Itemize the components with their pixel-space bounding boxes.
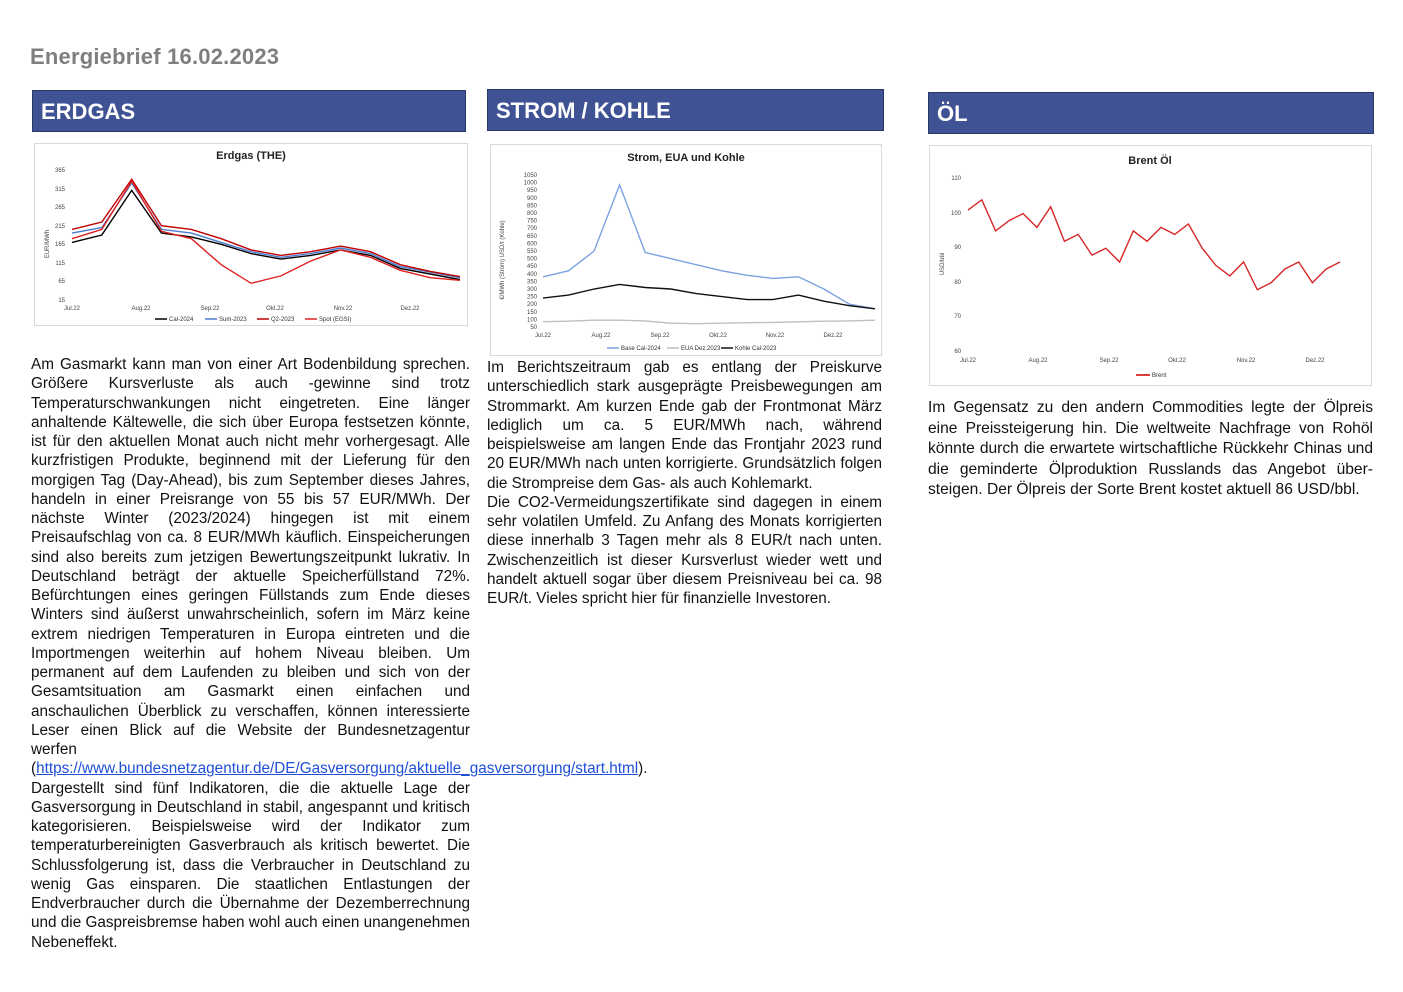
y-tick: 150 [526, 309, 537, 316]
oel-lines [968, 200, 1340, 290]
legend-label: Kohle Cal-2023 [735, 346, 777, 352]
strom-yticks [524, 173, 538, 331]
y-tick: 650 [526, 233, 537, 240]
erdgas-text [31, 355, 648, 952]
strom-paragraph-2: Die CO2-Vermeidungszertifikate sind dagegen in einem sehr volatilen Umfeld. Zu Anfang des Monats korrigierten diese innerhalb 3 Tagen mehr als 8 EUR/t nach unten. Zwischenzeitlich ist dieser Kursverlust wieder wett und handelt aktuell sogar über diesem Preisniveau bei ca. 98 EUR/t. Vieles spricht hier für finanzielle Investoren. [487, 493, 882, 607]
x-tick: Okt.22 [1168, 358, 1186, 364]
legend-label: Sum-2023 [219, 317, 247, 323]
x-tick: Jul.22 [534, 333, 552, 339]
y-tick: 15 [58, 298, 65, 304]
x-tick: Nov.22 [333, 306, 353, 312]
y-tick: 65 [58, 279, 65, 285]
oel-text [928, 398, 1373, 501]
x-tick: Dez.22 [1305, 358, 1325, 364]
bundesnetzagentur-link[interactable]: https://www.bundesnetzagentur.de/DE/Gasversorgung/aktuelle_gasversorgung/start.html [36, 760, 639, 778]
x-tick: Nov.22 [765, 333, 785, 339]
x-tick: Sep.22 [650, 333, 670, 339]
y-tick: 215 [54, 224, 65, 230]
erdgas-text-part2: ). Dargestellt sind fünf Indikatoren, die die aktuelle Lage der Gasversorgung in Deutschland in stabil, angespannt und kritisch kategorisieren. Beispielsweise wird der Indikator zum temperaturbereinigten Gasverbrauch als kritisch bewertet. Die Schlussfolgerung ist, dass die Verbraucher in Deutschland zu wenig Gas einsparen. Die staatlichen Entlastungen der Endverbraucher durch die Übernahme der Dezemberrechnung und die Gaspreisbremse haben wohl auch einen unangenehmen Nebeneffekt. [31, 760, 648, 951]
y-tick: 350 [526, 279, 537, 286]
y-tick: 800 [526, 211, 537, 217]
y-tick: 110 [951, 176, 961, 182]
x-tick: Jul.22 [959, 358, 977, 364]
y-tick: 90 [954, 245, 961, 251]
y-tick: 315 [54, 187, 65, 193]
y-tick: 600 [526, 241, 537, 248]
erdgas-chart-title: Erdgas (THE) [216, 150, 286, 162]
erdgas-lines [72, 179, 460, 283]
series-line-base-cal-2024 [543, 185, 875, 309]
strom-header: STROM / KOHLE [487, 89, 884, 131]
strom-xticks [535, 333, 843, 339]
x-tick: Sep.22 [1099, 358, 1119, 364]
oel-chart-title: Brent Öl [1128, 155, 1172, 167]
y-tick: 200 [526, 302, 537, 309]
y-tick: 70 [954, 314, 961, 320]
legend-label: Spot (EGSI) [319, 317, 352, 323]
y-tick: 165 [54, 242, 65, 248]
x-tick: Aug.22 [591, 333, 611, 339]
strom-chart-title: Strom, EUA und Kohle [627, 152, 745, 164]
y-tick: 80 [954, 280, 961, 286]
series-line-brent [968, 200, 1340, 290]
strom-chart-ylabel: €/MWh (Strom) USD/t (Kohle) [500, 220, 506, 300]
x-tick: Dez.22 [823, 333, 843, 339]
erdgas-text-part1: Am Gasmarkt kann man von einer Art Bodenbildung sprechen. Größere Kursverluste als auch -gewinne sind trotz Temperaturschwankungen nicht eingetreten. Eine länger anhaltende Kältewelle, die sich über Europa festsetzen könnte, ist für den aktuellen Monat auch nicht mehr vorhergesagt. Alle kurzfristigen Produkte, beginnend mit der Lieferung für den morgigen Tag (Day-Ahead), bis zum September dieses Jahres, handeln in einer Preisrange von 55 bis 57 EUR/MWh. Der nächste Winter (2023/2024) hingegen ist mit einem Preisaufschlag von ca. 8 EUR/MWh käuflich. Einspeicherungen sind also bereits zum jetzigen Bewertungszeitpunkt lukrativ. In Deutschland beträgt der aktuelle Speicherfüllstand 72%. Befürchtungen eines geringen Füllstands zum Ende dieses Winters sind äußerst unwahrscheinlich, sofern im März keine extrem niedrigen Temperaturen in Europa eintreten und die Importmengen weiterhin auf hohem Niveau bleiben. Um permanent auf dem Laufenden zu bleiben und sich von der Gesamtsituation am Gasmarkt einen einfachen und anschaulichen Überblick zu verschaffen, können interessierte Leser einen Blick auf die Website der Bundesnetzagentur werfen ( [31, 356, 470, 778]
y-tick: 1050 [523, 173, 537, 179]
strom-chart-svg [491, 145, 881, 355]
series-line-kohle-cal-2023 [543, 284, 875, 308]
oel-legend [1136, 373, 1167, 379]
y-tick: 100 [526, 317, 537, 324]
y-tick: 900 [526, 195, 537, 202]
y-tick: 250 [526, 294, 537, 301]
x-tick: Okt.22 [709, 333, 727, 339]
y-tick: 400 [526, 271, 537, 278]
y-tick: 100 [950, 211, 961, 217]
erdgas-yticks [55, 168, 66, 304]
x-tick: Jul.22 [63, 306, 81, 312]
y-tick: 850 [526, 203, 537, 210]
oel-yticks [951, 176, 962, 355]
y-tick: 950 [526, 188, 537, 195]
erdgas-header: ERDGAS [32, 90, 466, 132]
y-tick: 450 [526, 264, 537, 271]
legend-label: Q2-2023 [271, 317, 295, 323]
oel-paragraph: Im Gegensatz zu den andern Commodities legte der Ölpreis eine Preissteigerung hin. Die weltweite Nachfrage von Rohöl könnte durch die erwartete wirtschaftliche Rückkehr Chinas und die geminderte Ölproduktion Russlands das Angebot über-steigen. Der Ölpreis der Sorte Brent kostet aktuell 86 USD/bbl. [928, 399, 1373, 498]
x-tick: Aug.22 [1028, 358, 1048, 364]
erdgas-chart-ylabel: EUR/MWh [45, 229, 51, 259]
strom-text [487, 358, 882, 608]
legend-label: Cal-2024 [169, 317, 194, 323]
y-tick: 750 [526, 218, 537, 225]
strom-lines [543, 185, 875, 324]
y-tick: 1000 [523, 180, 537, 187]
y-tick: 550 [526, 249, 537, 255]
series-line-q2-2023 [72, 179, 460, 276]
x-tick: Sep.22 [200, 306, 220, 312]
y-tick: 700 [526, 226, 537, 233]
x-tick: Okt.22 [266, 306, 284, 312]
page-title: Energiebrief 16.02.2023 [30, 44, 280, 69]
legend-label: EUA Dez.2023 [681, 346, 721, 352]
x-tick: Aug.22 [131, 306, 151, 312]
y-tick: 300 [526, 287, 537, 293]
strom-chart [490, 144, 882, 356]
oel-chart-svg [930, 146, 1371, 385]
y-tick: 50 [530, 325, 537, 331]
oel-xticks [960, 358, 1325, 364]
strom-paragraph-1: Im Berichtszeitraum gab es entlang der Preiskurve unterschiedlich stark ausgeprägte Preisbewegungen am Strommarkt. Am kurzen Ende gab der Frontmonat März lediglich um ca. 5 EUR/MWh nach, während beispielsweise am langen Ende das Frontjahr 2023 rund 20 EUR/MWh nach unten korrigierte. Grundsätzlich folgen die Strompreise dem Gas- als auch Kohlemarkt. [487, 359, 882, 492]
erdgas-legend [155, 317, 351, 323]
erdgas-chart-svg [35, 144, 467, 325]
y-tick: 500 [526, 256, 537, 263]
y-tick: 60 [954, 349, 961, 355]
legend-label: Base Cal-2024 [621, 346, 661, 352]
strom-legend [607, 346, 777, 352]
oel-header: ÖL [928, 92, 1374, 134]
series-line-sum-2023 [72, 183, 460, 278]
erdgas-chart [34, 143, 468, 326]
y-tick: 365 [54, 168, 65, 174]
erdgas-xticks [64, 306, 420, 312]
series-line-eua-dez-2023 [543, 320, 875, 324]
oel-chart [929, 145, 1372, 386]
x-tick: Dez.22 [400, 306, 420, 312]
x-tick: Nov.22 [1236, 358, 1256, 364]
y-tick: 265 [54, 205, 65, 211]
legend-label: Brent [1152, 373, 1167, 379]
oel-chart-ylabel: USD/bbl [940, 252, 946, 276]
y-tick: 115 [55, 261, 65, 267]
